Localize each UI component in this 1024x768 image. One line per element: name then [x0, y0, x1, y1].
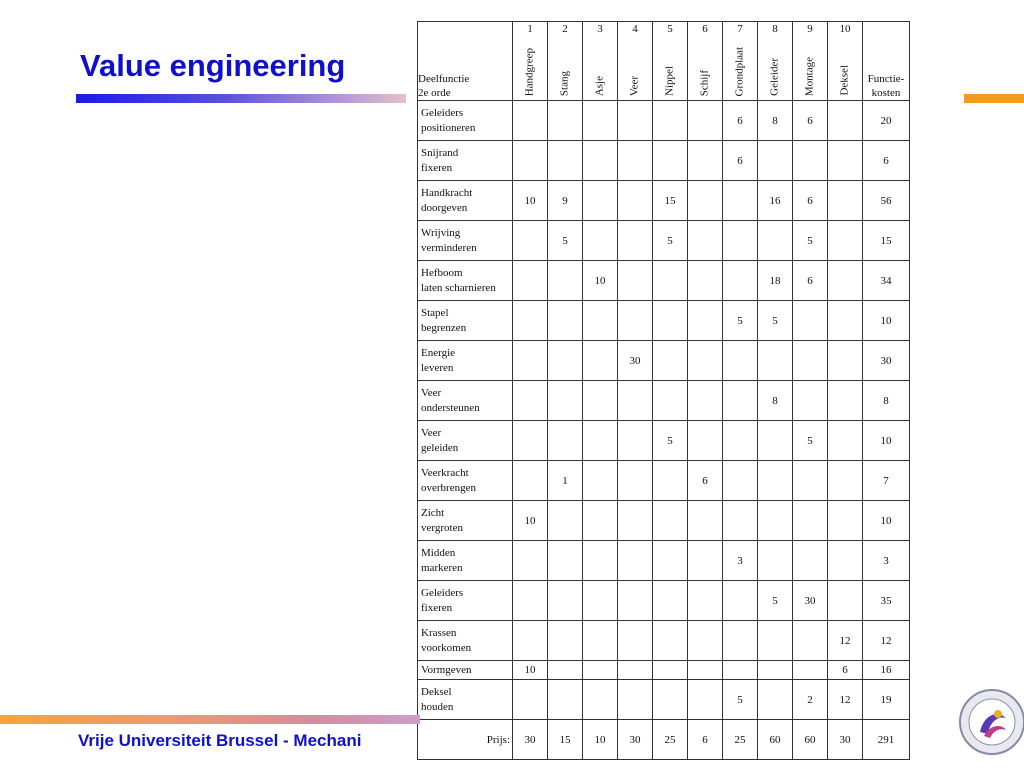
- function-line2: leveren: [421, 361, 454, 374]
- cost-cell: [618, 541, 653, 581]
- function-line1: Geleiders: [421, 586, 464, 599]
- cost-column-header: [863, 22, 910, 101]
- price-cell: 30: [828, 720, 863, 760]
- cost-cell: [513, 141, 548, 181]
- cost-cell: [618, 101, 653, 141]
- component-number: 9: [807, 23, 813, 35]
- cost-cell: [548, 261, 583, 301]
- cost-cell: [548, 621, 583, 661]
- table-row: [418, 421, 910, 461]
- cost-cell: [758, 621, 793, 661]
- table-row: [418, 501, 910, 541]
- function-line2: voorkomen: [421, 641, 472, 654]
- function-line2: begrenzen: [421, 321, 467, 334]
- table-row: [418, 301, 910, 341]
- cost-cell: [828, 541, 863, 581]
- cost-cell: [513, 621, 548, 661]
- function-cell: [418, 181, 513, 221]
- cost-cell: [583, 621, 618, 661]
- function-header-line1: Deelfunctie: [418, 73, 470, 85]
- table-row: [418, 181, 910, 221]
- cost-cell: [583, 661, 618, 680]
- component-number: 10: [839, 23, 851, 35]
- cost-cell: 18: [758, 261, 793, 301]
- cost-cell: [758, 680, 793, 720]
- cost-cell: [793, 501, 828, 541]
- component-column-header: [653, 22, 688, 101]
- function-line2: vergroten: [421, 521, 463, 534]
- cost-cell: [548, 661, 583, 680]
- cost-cell: [758, 541, 793, 581]
- cost-cell: [653, 261, 688, 301]
- component-name: Asje: [593, 75, 606, 96]
- cost-cell: [513, 221, 548, 261]
- cost-cell: [548, 381, 583, 421]
- cost-cell: [513, 581, 548, 621]
- cost-cell: [548, 141, 583, 181]
- function-line2: ondersteunen: [421, 401, 480, 414]
- price-cell: 25: [653, 720, 688, 760]
- cost-cell: 2: [793, 680, 828, 720]
- table-row: [418, 141, 910, 181]
- cost-cell: [653, 680, 688, 720]
- cost-cell: [513, 261, 548, 301]
- function-line1: Krassen: [421, 626, 457, 639]
- cost-cell: [513, 421, 548, 461]
- cost-cell: 3: [723, 541, 758, 581]
- cost-cell: [758, 501, 793, 541]
- cost-cell: [688, 661, 723, 680]
- function-header-line2: 2e orde: [418, 87, 451, 99]
- function-cost-total: 3: [863, 541, 910, 581]
- price-cell: 60: [793, 720, 828, 760]
- price-cell: 60: [758, 720, 793, 760]
- function-line1: Energie: [421, 346, 456, 359]
- cost-cell: [758, 341, 793, 381]
- function-cost-total: 10: [863, 301, 910, 341]
- cost-cell: [828, 261, 863, 301]
- cost-cell: [793, 461, 828, 501]
- slide-title: Value engineering: [80, 48, 346, 83]
- function-line1: Hefboom: [421, 266, 463, 279]
- function-column-header: [418, 22, 513, 101]
- cost-cell: [548, 501, 583, 541]
- function-line1: Handkracht: [421, 186, 473, 199]
- cost-cell: 30: [793, 581, 828, 621]
- cost-cell: 10: [513, 501, 548, 541]
- university-seal-logo: [954, 684, 1024, 756]
- component-column-header: [758, 22, 793, 101]
- cost-cell: [828, 381, 863, 421]
- component-column-header: [583, 22, 618, 101]
- cost-cell: 5: [758, 301, 793, 341]
- cost-cell: [793, 541, 828, 581]
- function-cost-total: 56: [863, 181, 910, 221]
- component-name: Nippel: [663, 66, 676, 96]
- cost-cell: 5: [723, 680, 758, 720]
- cost-cell: [828, 221, 863, 261]
- function-cell: [418, 261, 513, 301]
- cost-cell: 6: [793, 181, 828, 221]
- table-row: [418, 581, 910, 621]
- footer-text: Vrije Universiteit Brussel - Mechani: [78, 731, 362, 750]
- cost-cell: [653, 541, 688, 581]
- function-line1: Vormgeven: [421, 664, 472, 676]
- cost-cell: [723, 341, 758, 381]
- component-column-header: [548, 22, 583, 101]
- cost-cell: [653, 301, 688, 341]
- table-row: [418, 661, 910, 680]
- table-row: [418, 221, 910, 261]
- cost-cell: [688, 341, 723, 381]
- cost-cell: [513, 680, 548, 720]
- function-line2: houden: [421, 700, 454, 713]
- table-header-row: [418, 22, 910, 101]
- cost-cell: [653, 501, 688, 541]
- function-cell: [418, 221, 513, 261]
- price-cell: 6: [688, 720, 723, 760]
- cost-cell: [583, 181, 618, 221]
- cost-cell: [618, 461, 653, 501]
- cost-cell: [548, 680, 583, 720]
- cost-cell: 5: [723, 301, 758, 341]
- function-cost-total: 30: [863, 341, 910, 381]
- cost-cell: [583, 341, 618, 381]
- component-column-header: [828, 22, 863, 101]
- cost-cell: [618, 661, 653, 680]
- cost-cell: [688, 261, 723, 301]
- component-name: Handgreep: [523, 47, 536, 96]
- table-row: [418, 261, 910, 301]
- function-cell: [418, 661, 513, 680]
- cost-cell: [723, 261, 758, 301]
- cost-cell: [653, 661, 688, 680]
- cost-cell: [513, 461, 548, 501]
- function-cell: [418, 141, 513, 181]
- cost-header-line1: Functie-: [867, 73, 905, 85]
- cost-cell: [583, 421, 618, 461]
- cost-cell: [688, 541, 723, 581]
- cost-cell: [583, 141, 618, 181]
- cost-cell: [583, 581, 618, 621]
- price-cell: 25: [723, 720, 758, 760]
- cost-cell: [618, 421, 653, 461]
- function-line2: laten scharnieren: [421, 281, 496, 294]
- cost-cell: [723, 581, 758, 621]
- table-row: [418, 341, 910, 381]
- price-cell: 30: [513, 720, 548, 760]
- cost-header-line2: kosten: [871, 87, 901, 99]
- table-row: [418, 101, 910, 141]
- table-row: [418, 621, 910, 661]
- cost-cell: [758, 461, 793, 501]
- cost-cell: [793, 141, 828, 181]
- table-row: [418, 541, 910, 581]
- component-column-header: [618, 22, 653, 101]
- cost-cell: [828, 141, 863, 181]
- cost-cell: 5: [758, 581, 793, 621]
- function-line1: Midden: [421, 546, 456, 559]
- cost-cell: [653, 381, 688, 421]
- cost-cell: [828, 101, 863, 141]
- cost-cell: [793, 661, 828, 680]
- cost-cell: [618, 680, 653, 720]
- cost-cell: [793, 341, 828, 381]
- cost-cell: [828, 341, 863, 381]
- title-underline-bar: [76, 94, 406, 103]
- component-name: Schijf: [698, 69, 711, 96]
- cost-cell: [583, 680, 618, 720]
- cost-cell: [793, 301, 828, 341]
- function-cell: [418, 421, 513, 461]
- cost-cell: [583, 101, 618, 141]
- function-cell: [418, 301, 513, 341]
- component-number: 3: [597, 23, 603, 35]
- cost-cell: [828, 461, 863, 501]
- cost-cell: [653, 621, 688, 661]
- cost-cell: 5: [793, 221, 828, 261]
- cost-cell: [513, 381, 548, 421]
- table-row: [418, 381, 910, 421]
- function-cost-total: 35: [863, 581, 910, 621]
- cost-cell: [723, 221, 758, 261]
- cost-cell: [618, 261, 653, 301]
- cost-cell: [513, 301, 548, 341]
- footer-bar: [0, 715, 420, 724]
- component-name: Grondplaat: [733, 46, 746, 96]
- function-cost-total: 16: [863, 661, 910, 680]
- cost-cell: [688, 221, 723, 261]
- function-cost-total: 10: [863, 501, 910, 541]
- cost-cell: 5: [653, 221, 688, 261]
- cost-cell: 10: [513, 181, 548, 221]
- price-cell: 10: [583, 720, 618, 760]
- cost-cell: 1: [548, 461, 583, 501]
- component-name: Stang: [558, 70, 571, 96]
- component-number: 4: [632, 23, 638, 35]
- component-number: 8: [772, 23, 778, 35]
- cost-cell: [618, 221, 653, 261]
- cost-cell: [583, 501, 618, 541]
- function-cost-total: 7: [863, 461, 910, 501]
- cost-cell: 6: [828, 661, 863, 680]
- function-cell: [418, 461, 513, 501]
- function-cost-total: 10: [863, 421, 910, 461]
- cost-cell: [583, 541, 618, 581]
- cost-cell: [723, 381, 758, 421]
- function-cost-total: 34: [863, 261, 910, 301]
- cost-cell: [548, 301, 583, 341]
- cost-cell: [548, 541, 583, 581]
- cost-cell: [688, 421, 723, 461]
- cost-cell: [723, 421, 758, 461]
- function-line1: Veerkracht: [421, 466, 469, 479]
- cost-cell: 16: [758, 181, 793, 221]
- cost-cell: [688, 181, 723, 221]
- component-name: Montage: [803, 56, 816, 96]
- cost-cell: [828, 181, 863, 221]
- cost-cell: [758, 661, 793, 680]
- function-line2: fixeren: [421, 601, 453, 614]
- function-cost-total: 15: [863, 221, 910, 261]
- cost-cell: [723, 661, 758, 680]
- cost-cell: [688, 621, 723, 661]
- cost-cell: [723, 621, 758, 661]
- cost-cell: [688, 141, 723, 181]
- table-row: [418, 680, 910, 720]
- cost-cell: [618, 141, 653, 181]
- cost-cell: [513, 341, 548, 381]
- function-line1: Stapel: [421, 306, 449, 319]
- price-cell: 15: [548, 720, 583, 760]
- cost-cell: [653, 581, 688, 621]
- cost-cell: [618, 581, 653, 621]
- function-line1: Deksel: [421, 685, 452, 698]
- function-cell: [418, 621, 513, 661]
- cost-cell: [793, 621, 828, 661]
- cost-cell: [653, 141, 688, 181]
- price-cell: 30: [618, 720, 653, 760]
- price-total: 291: [863, 720, 910, 760]
- component-column-header: [513, 22, 548, 101]
- cost-cell: [618, 501, 653, 541]
- cost-cell: [583, 221, 618, 261]
- cost-cell: [653, 341, 688, 381]
- function-line2: verminderen: [421, 241, 477, 254]
- component-name: Deksel: [838, 65, 851, 96]
- cost-cell: 6: [793, 261, 828, 301]
- cost-cell: 15: [653, 181, 688, 221]
- cost-cell: 6: [793, 101, 828, 141]
- cost-cell: [513, 101, 548, 141]
- cost-cell: [828, 421, 863, 461]
- cost-cell: [688, 381, 723, 421]
- function-line2: geleiden: [421, 441, 459, 454]
- cost-cell: [583, 301, 618, 341]
- function-cell: [418, 541, 513, 581]
- cost-cell: 6: [688, 461, 723, 501]
- function-line2: overbrengen: [421, 481, 476, 494]
- cost-cell: [758, 141, 793, 181]
- component-column-header: [793, 22, 828, 101]
- cost-cell: 8: [758, 381, 793, 421]
- cost-cell: [688, 301, 723, 341]
- cost-cell: 12: [828, 621, 863, 661]
- function-cost-total: 8: [863, 381, 910, 421]
- cost-cell: [688, 101, 723, 141]
- cost-cell: [653, 101, 688, 141]
- component-name: Veer: [628, 75, 641, 96]
- function-cell: [418, 381, 513, 421]
- function-cell: [418, 101, 513, 141]
- cost-cell: 5: [548, 221, 583, 261]
- function-line2: doorgeven: [421, 201, 468, 214]
- component-number: 5: [667, 23, 673, 35]
- component-column-header: [723, 22, 758, 101]
- cost-cell: [618, 301, 653, 341]
- cost-cell: [688, 581, 723, 621]
- price-row: [418, 720, 910, 760]
- function-line1: Veer: [421, 386, 442, 399]
- cost-cell: 6: [723, 141, 758, 181]
- component-column-header: [688, 22, 723, 101]
- function-cell: [418, 680, 513, 720]
- price-label: Prijs:: [418, 720, 513, 760]
- function-cost-total: 19: [863, 680, 910, 720]
- component-name: Geleider: [768, 58, 781, 96]
- cost-cell: [548, 421, 583, 461]
- right-accent-bar: [964, 94, 1024, 103]
- cost-cell: 5: [653, 421, 688, 461]
- cost-cell: [513, 541, 548, 581]
- cost-cell: [548, 101, 583, 141]
- function-line1: Zicht: [421, 506, 445, 519]
- function-line1: Veer: [421, 426, 442, 439]
- cost-cell: 12: [828, 680, 863, 720]
- function-cell: [418, 581, 513, 621]
- cost-cell: 10: [583, 261, 618, 301]
- cost-cell: [653, 461, 688, 501]
- function-line2: positioneren: [421, 121, 476, 134]
- function-line2: markeren: [421, 561, 463, 574]
- cost-cell: [583, 381, 618, 421]
- function-line1: Wrijving: [421, 226, 461, 239]
- function-line1: Geleiders: [421, 106, 464, 119]
- function-line1: Snijrand: [421, 146, 459, 159]
- cost-cell: [583, 461, 618, 501]
- cost-cell: 30: [618, 341, 653, 381]
- cost-cell: [828, 301, 863, 341]
- function-line2: fixeren: [421, 161, 453, 174]
- cost-cell: [548, 341, 583, 381]
- cost-cell: 5: [793, 421, 828, 461]
- function-cost-total: 6: [863, 141, 910, 181]
- cost-cell: 10: [513, 661, 548, 680]
- cost-cell: [618, 381, 653, 421]
- cost-cell: [758, 221, 793, 261]
- function-cost-total: 20: [863, 101, 910, 141]
- cost-cell: [618, 181, 653, 221]
- value-engineering-table: [417, 21, 910, 760]
- cost-cell: 8: [758, 101, 793, 141]
- function-cell: [418, 501, 513, 541]
- cost-cell: [793, 381, 828, 421]
- cost-cell: [758, 421, 793, 461]
- cost-cell: [688, 680, 723, 720]
- cost-cell: [688, 501, 723, 541]
- cost-cell: 6: [723, 101, 758, 141]
- cost-cell: [723, 181, 758, 221]
- component-number: 1: [527, 23, 533, 35]
- cost-cell: [548, 581, 583, 621]
- component-number: 2: [562, 23, 568, 35]
- cost-cell: [723, 501, 758, 541]
- cost-cell: [828, 581, 863, 621]
- table-row: [418, 461, 910, 501]
- function-cost-total: 12: [863, 621, 910, 661]
- cost-cell: 9: [548, 181, 583, 221]
- function-cell: [418, 341, 513, 381]
- component-number: 6: [702, 23, 708, 35]
- cost-cell: [723, 461, 758, 501]
- cost-cell: [828, 501, 863, 541]
- cost-cell: [618, 621, 653, 661]
- component-number: 7: [737, 23, 743, 35]
